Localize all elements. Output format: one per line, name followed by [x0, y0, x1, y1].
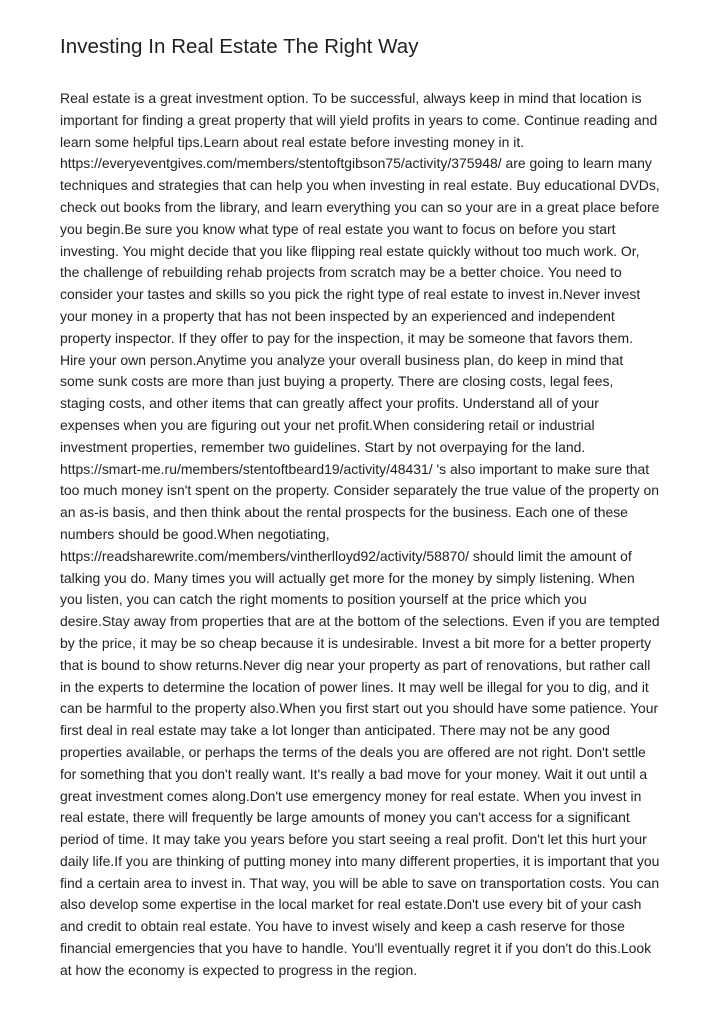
- document-body-text: Real estate is a great investment option. To be successful, always keep in mind that location is important for finding a great property that will yield profits in years to come. Continue reading and learn some helpful tips.Learn about real estate before investing money in it. https://everyeventgives.com/members/stentoftgibson75/activity/375948/ are going to learn many techniques and strategies that can help you when investing in real estate. Buy educational DVDs, check out books from the library, and learn everything you can so your are in a great place before you begin.Be sure you know what type of real estate you want to focus on before you start investing. You might decide that you like flipping real estate quickly without too much work. Or, the challenge of rebuilding rehab projects from scratch may be a better choice. You need to consider your tastes and skills so you pick the right type of real estate to invest in.Never invest your money in a property that has not been inspected by an experienced and independent property inspector. If they offer to pay for the inspection, it may be someone that favors them. Hire your own person.Anytime you analyze your overall business plan, do keep in mind that some sunk costs are more than just buying a property. There are closing costs, legal fees, staging costs, and other items that can greatly affect your profits. Understand all of your expenses when you are figuring out your net profit.When considering retail or industrial investment properties, remember two guidelines. Start by not overpaying for the land. https://smart-me.ru/members/stentoftbeard19/activity/48431/ 's also important to make sure that too much money isn't spent on the property. Consider separately the true value of the property on an as-is basis, and then think about the rental prospects for the business. Each one of these numbers should be good.When negotiating, https://readsharewrite.com/members/vintherlloyd92/activity/58870/ should limit the amount of talking you do. Many times you will actually get more for the money by simply listening. When you listen, you can catch the right moments to position yourself at the price which you desire.Stay away from properties that are at the bottom of the selections. Even if you are tempted by the price, it may be so cheap because it is undesirable. Invest a bit more for a better property that is bound to show returns.Never dig near your property as part of renovations, but rather call in the experts to determine the location of power lines. It may well be illegal for you to dig, and it can be harmful to the property also.When you first start out you should have some patience. Your first deal in real estate may take a lot longer than anticipated. There may not be any good properties available, or perhaps the terms of the deals you are offered are not right. Don't settle for something that you don't really want. It's really a bad move for your money. Wait it out until a great investment comes along.Don't use emergency money for real estate. When you invest in real estate, there will frequently be large amounts of money you can't access for a significant period of time. It may take you years before you start seeing a real profit. Don't let this hurt your daily life.If you are thinking of putting money into many different properties, it is important that you find a certain area to invest in. That way, you will be able to save on transportation costs. You can also develop some expertise in the local market for real estate.Don't use every bit of your cash and credit to obtain real estate. You have to invest wisely and keep a cash reserve for those financial emergencies that you have to handle. You'll eventually regret it if you don't do this.Look at how the economy is expected to progress in the region.: [60, 90, 660, 978]
- document-title: Investing In Real Estate The Right Way: [60, 35, 419, 58]
